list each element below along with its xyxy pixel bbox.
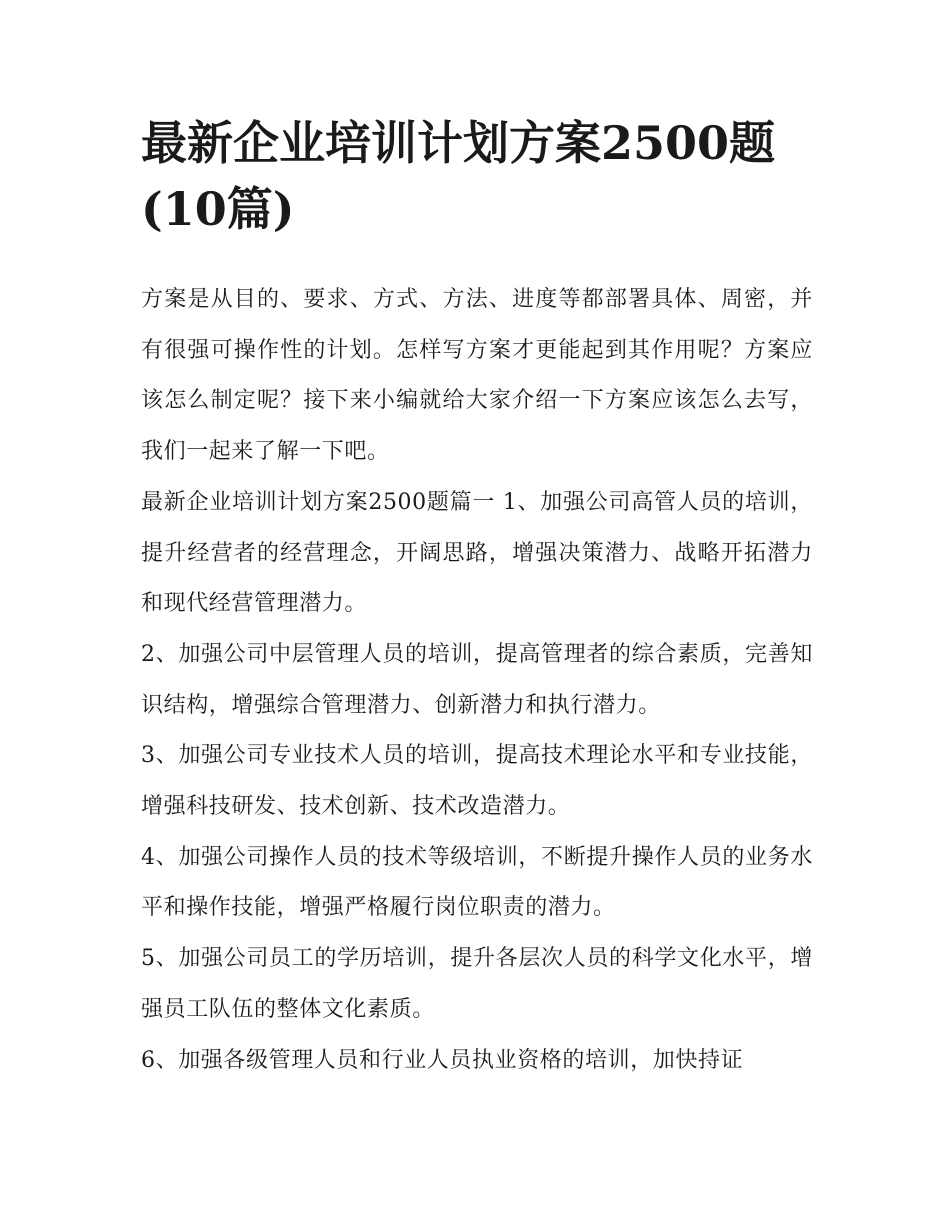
document-title: 最新企业培训计划方案2500题(10篇) (141, 116, 776, 236)
section-one-item-4: 4、加强公司操作人员的技术等级培训，不断提升操作人员的业务水平和操作技能，增强严格履行岗位职责的潜力。 (141, 844, 813, 921)
document-body (141, 275, 813, 1086)
section-one-item-6: 6、加强各级管理人员和行业人员执业资格的培训，加快持证 (141, 1047, 744, 1073)
intro-paragraph: 方案是从目的、要求、方式、方法、进度等都部署具体、周密，并有很强可操作性的计划。怎样写方案才更能起到其作用呢？方案应该怎么制定呢？接下来小编就给大家介绍一下方案应该怎么去写，我们一起来了解一下吧。 (141, 287, 813, 465)
section-one-item-5: 5、加强公司员工的学历培训，提升各层次人员的科学文化水平，增强员工队伍的整体文化素质。 (141, 946, 813, 1022)
section-one-item-1: 最新企业培训计划方案2500题篇一 1、加强公司高管人员的培训，提升经营者的经营理念，开阔思路，增强决策潜力、战略开拓潜力和现代经营管理潜力。 (141, 489, 813, 617)
section-one-item-3: 3、加强公司专业技术人员的培训，提高技术理论水平和专业技能，增强科技研发、技术创新、技术改造潜力。 (141, 743, 813, 820)
section-one-item-2: 2、加强公司中层管理人员的培训，提高管理者的综合素质，完善知识结构，增强综合管理潜力、创新潜力和执行潜力。 (141, 641, 813, 718)
